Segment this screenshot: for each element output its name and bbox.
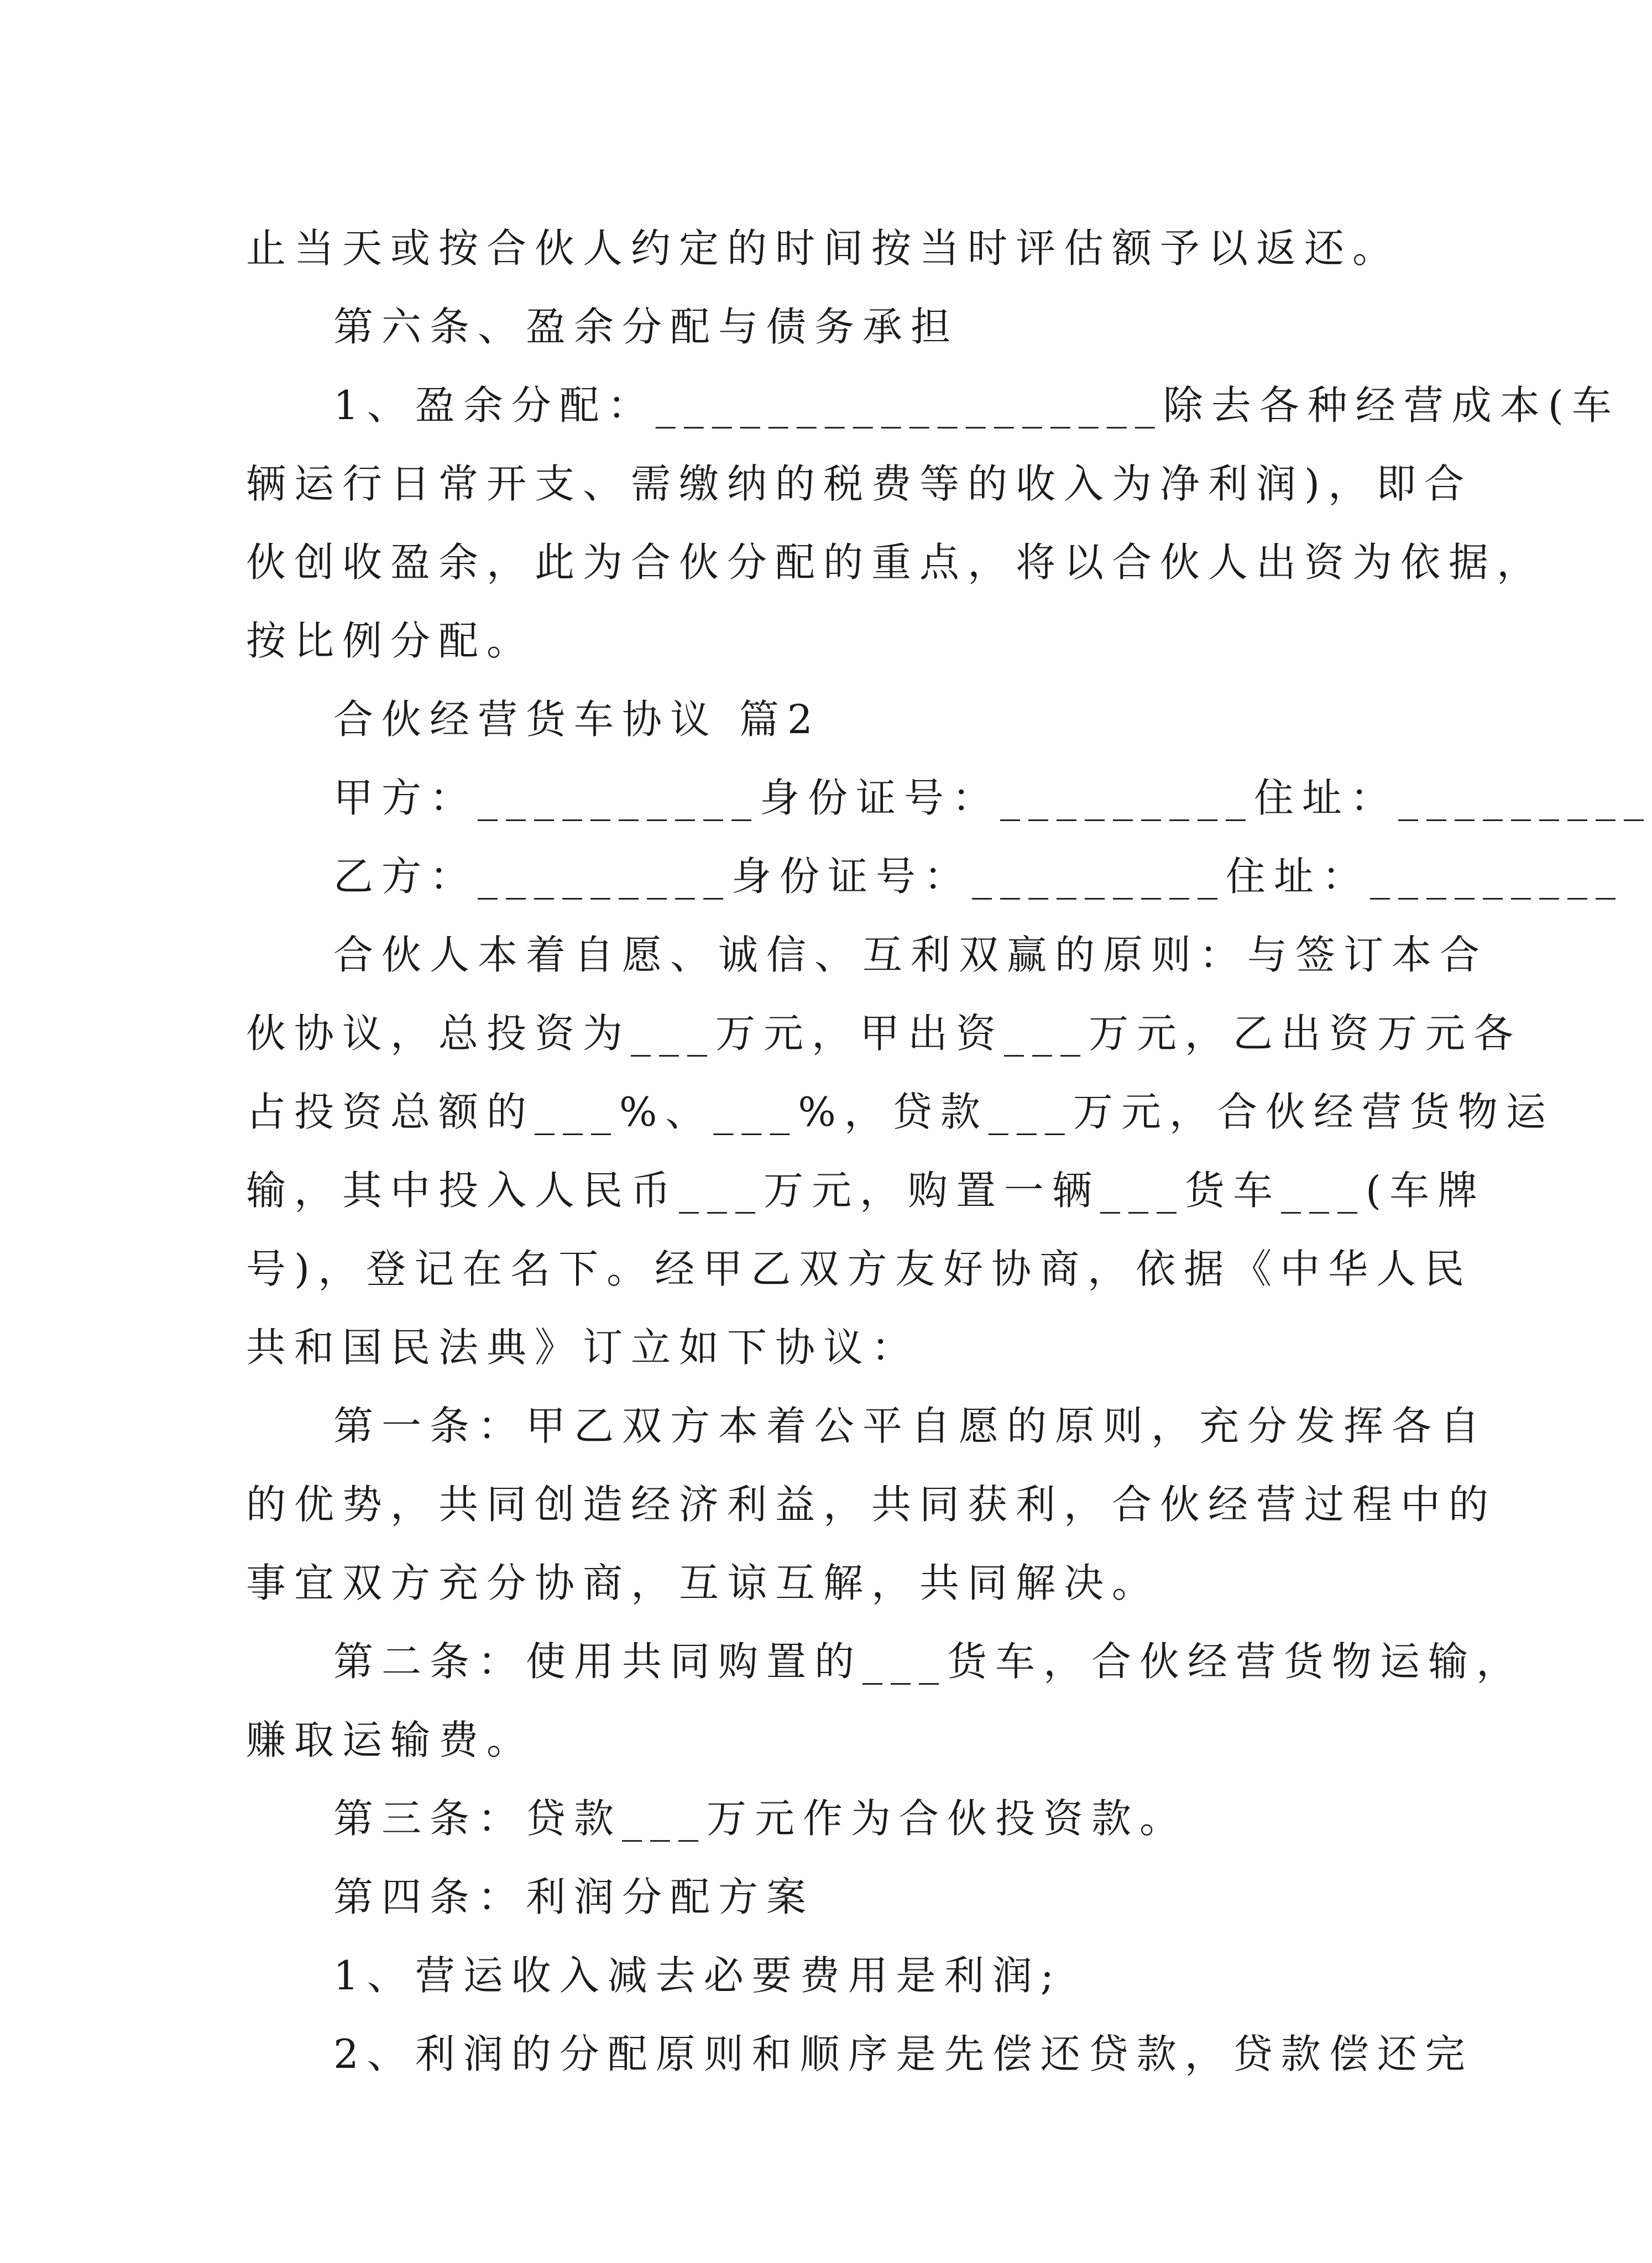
article-3: 第三条：贷款___万元作为合伙投资款。 — [333, 1795, 1188, 1842]
text-line: 辆运行日常开支、需缴纳的税费等的收入为净利润)，即合 — [246, 461, 1473, 507]
text-line: 输，其中投入人民币___万元，购置一辆___货车___(车牌 — [246, 1167, 1486, 1214]
section-heading: 第六条、盈余分配与债务承担 — [333, 304, 959, 350]
text-line: 合伙人本着自愿、诚信、互利双赢的原则：与签订本合 — [333, 932, 1488, 978]
text-line: 伙协议，总投资为___万元，甲出资___万元，乙出资万元各 — [246, 1010, 1522, 1057]
text-line: 事宜双方充分协商，互谅互解，共同解决。 — [246, 1560, 1160, 1606]
text-line: 止当天或按合伙人约定的时间按当时评估额予以返还。 — [246, 225, 1401, 271]
document-title: 合伙经营货车协议 篇2 — [333, 696, 821, 743]
document-body — [246, 209, 1652, 2093]
text-line: 号)，登记在名下。经甲乙双方友好协商，依据《中华人民 — [246, 1246, 1473, 1292]
article-4: 第四条：利润分配方案 — [333, 1874, 815, 1920]
text-line: 的优势，共同创造经济利益，共同获利，合伙经营过程中的 — [246, 1481, 1497, 1528]
list-item: 2、利润的分配原则和顺序是先偿还贷款，贷款偿还完 — [333, 2031, 1473, 2077]
text-line: 赚取运输费。 — [246, 1717, 535, 1763]
text-line: 占投资总额的___%、___%，贷款___万元，合伙经营货物运 — [246, 1089, 1554, 1135]
article-2: 第二条：使用共同购置的___货车，合伙经营货物运输， — [333, 1638, 1525, 1685]
list-item: 1、营运收入减去必要费用是利润; — [333, 1952, 1063, 1999]
article-1: 第一条：甲乙双方本着公平自愿的原则，充分发挥各自 — [333, 1403, 1488, 1449]
party-b-line: 乙方：_________身份证号：_________住址：_________ — [333, 853, 1624, 900]
text-line: 共和国民法典》订立如下协议： — [246, 1324, 920, 1371]
text-line: 1、盈余分配：__________________除去各种经营成本(车 — [333, 382, 1620, 428]
text-line: 伙创收盈余，此为合伙分配的重点，将以合伙人出资为依据， — [246, 539, 1545, 586]
text-line: 按比例分配。 — [246, 618, 535, 664]
party-a-line: 甲方：__________身份证号：_________住址：_________ — [333, 775, 1652, 821]
